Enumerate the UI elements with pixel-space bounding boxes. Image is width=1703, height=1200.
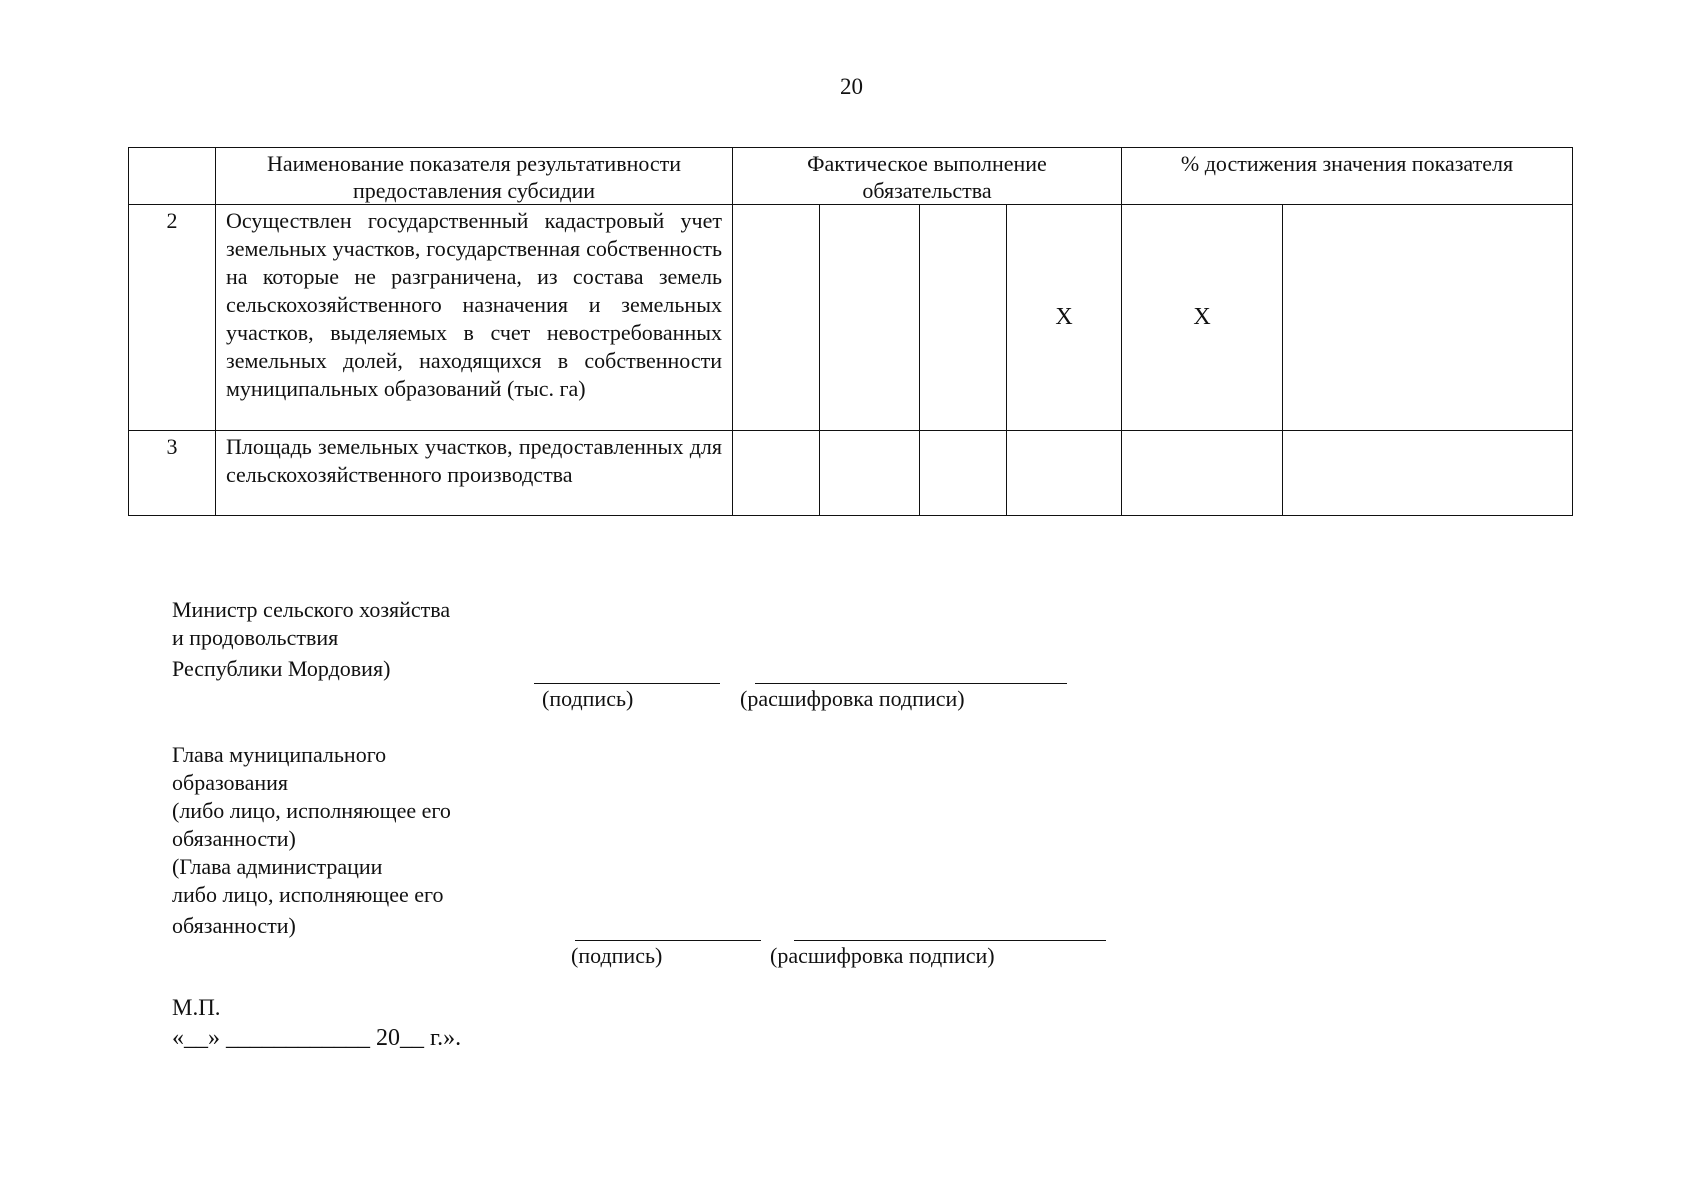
row-number: 3 <box>129 431 216 516</box>
page-number: 20 <box>840 74 863 99</box>
minister-signature-line <box>534 683 720 684</box>
date-line: «__» ____________ 20__ г.». <box>172 1025 462 1051</box>
minister-title-line: Республики Мордовия) <box>172 656 391 681</box>
header-name: Наименование показателя результативности предоставления субсидии <box>216 148 733 205</box>
header-num-cell <box>129 148 216 205</box>
cell-mark: Х <box>1007 205 1122 431</box>
cell-empty <box>1007 431 1122 516</box>
head-title-line: обязанности) <box>172 826 296 851</box>
head-title-line: Глава муниципального <box>172 742 387 767</box>
cell-empty <box>920 431 1007 516</box>
minister-decode-line <box>755 683 1067 684</box>
head-title-line: образования <box>172 770 289 795</box>
cell-empty <box>733 205 820 431</box>
indicator-table <box>128 147 1573 516</box>
cell-empty <box>1283 205 1573 431</box>
row-description: Площадь земельных участков, предоставленных для сельскохозяйственного производства <box>216 431 733 516</box>
head-signature-line <box>575 940 761 941</box>
stamp-label: М.П. <box>172 995 221 1020</box>
cell-empty <box>733 431 820 516</box>
cell-mark: Х <box>1122 205 1283 431</box>
table-row <box>129 431 1573 516</box>
cell-empty <box>820 431 920 516</box>
head-signature-caption: (подпись) <box>571 943 663 968</box>
row-number: 2 <box>129 205 216 431</box>
header-fact: Фактическое выполнение обязательства <box>733 148 1122 205</box>
cell-empty <box>920 205 1007 431</box>
head-decode-caption: (расшифровка подписи) <box>770 943 995 968</box>
row-description: Осуществлен государственный кадастровый учет земельных участков, государственная собственность на которые не разграничена, из состава земель сельскохозяйственного назначения и земельных участков, выделяемых в счет невостребованных земельных долей, находящихся в собственности муниципальных образований (тыс. га) <box>216 205 733 431</box>
cell-empty <box>820 205 920 431</box>
head-title-line: (Глава администрации <box>172 854 383 879</box>
head-title-line: либо лицо, исполняющее его <box>172 882 444 907</box>
table-header-row <box>129 148 1573 205</box>
cell-empty <box>1122 431 1283 516</box>
minister-signature-caption: (подпись) <box>542 686 634 711</box>
minister-title-line: и продовольствия <box>172 625 339 650</box>
minister-title-line: Министр сельского хозяйства <box>172 597 451 622</box>
head-title-line: обязанности) <box>172 913 296 938</box>
minister-decode-caption: (расшифровка подписи) <box>740 686 965 711</box>
header-percent: % достижения значения показателя <box>1122 148 1573 205</box>
head-decode-line <box>794 940 1106 941</box>
head-title-line: (либо лицо, исполняющее его <box>172 798 451 823</box>
head-title <box>172 741 451 940</box>
minister-title <box>172 596 450 683</box>
cell-empty <box>1283 431 1573 516</box>
table-row <box>129 205 1573 431</box>
